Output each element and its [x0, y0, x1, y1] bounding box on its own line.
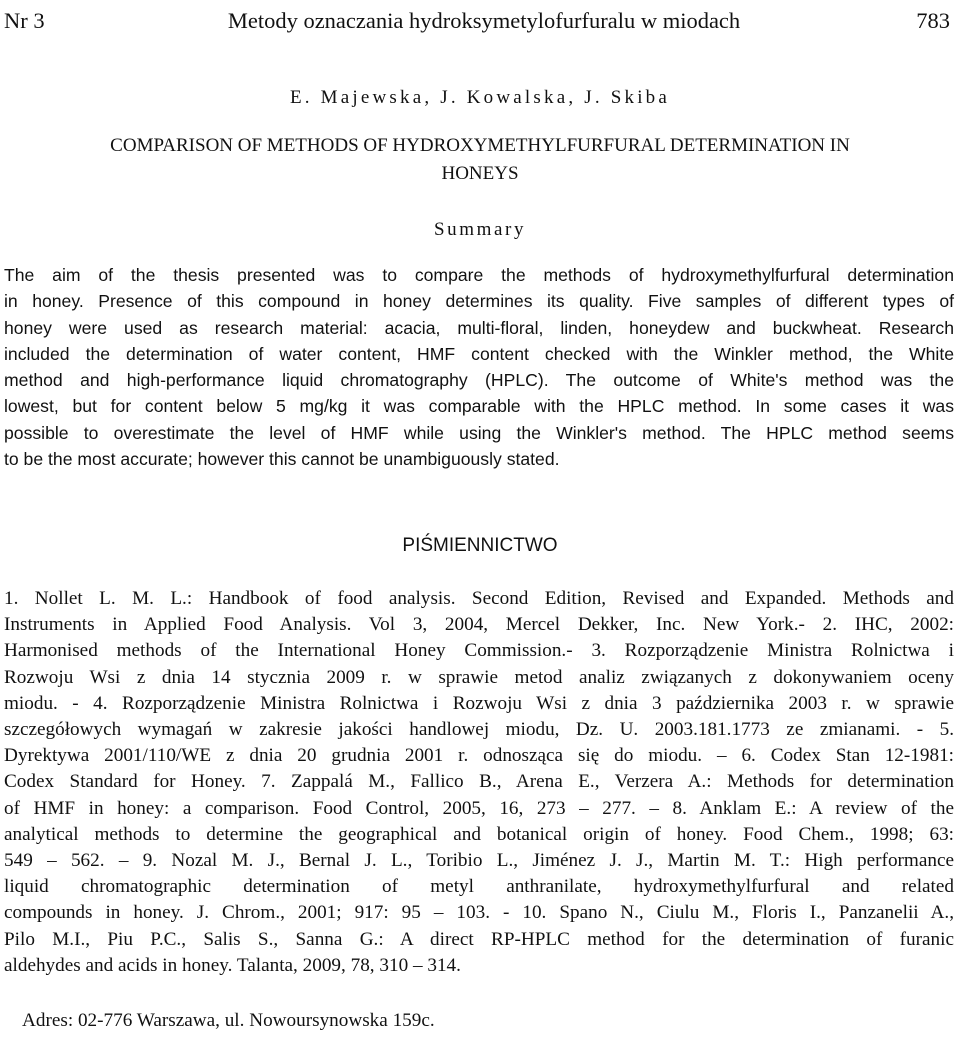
issue-number: Nr 3 — [4, 8, 45, 33]
abstract-line: The aim of the thesis presented was to compare the methods of hydroxymethylfurfural determination — [4, 265, 954, 285]
abstract-line: to be the most accurate; however this cannot be unambiguously stated. — [4, 449, 560, 470]
reference-line: miodu. - 4. Rozporządzenie Ministra Rolnictwa i Rozwoju Wsi z dnia 3 października 2003 r. w sprawie — [4, 692, 954, 714]
article-title — [0, 132, 960, 188]
reference-line: of HMF in honey: a comparison. Food Control, 2005, 16, 273 – 277. – 8. Anklam E.: A review of the — [4, 797, 954, 819]
reference-line: Rozwoju Wsi z dnia 14 stycznia 2009 r. w sprawie metod analiz związanych z dokonywaniem oceny — [4, 666, 954, 688]
abstract-text — [4, 262, 954, 472]
abstract-line: included the determination of water content, HMF content checked with the Winkler method, the White — [4, 343, 954, 364]
summary-heading: Summary — [433, 219, 527, 240]
reference-line: szczegółowych wymagań w zakresie jakości handlowej miodu, Dz. U. 2003.181.1773 ze zmianami. - 5. — [4, 719, 954, 741]
title-line: COMPARISON OF METHODS OF HYDROXYMETHYLFURFURAL DETERMINATION IN — [110, 135, 850, 156]
reference-line: liquid chromatographic determination of metyl anthranilate, hydroxymethylfurfural and related — [4, 876, 954, 898]
reference-line: compounds in honey. J. Chrom., 2001; 917: 95 – 103. - 10. Spano N., Ciulu M., Floris I., Panzanelii A., — [4, 902, 954, 924]
abstract-line: in honey. Presence of this compound in honey determines its quality. Five samples of different types of — [4, 291, 954, 312]
references-heading: PIŚMIENNICTWO — [402, 535, 558, 556]
running-header — [4, 6, 954, 36]
reference-line: Harmonised methods of the International Honey Commission.- 3. Rozporządzenie Ministra Rolnictwa i — [4, 640, 954, 662]
page-number: 783 — [916, 8, 950, 33]
reference-line: Dyrektywa 2001/110/WE z dnia 20 grudnia 2001 r. odnosząca się do miodu. – 6. Codex Stan 12-1981: — [4, 745, 954, 767]
reference-line: Instruments in Applied Food Analysis. Vol 3, 2004, Mercel Dekker, Inc. New York.- 2. IHC, 2002: — [4, 614, 954, 636]
reference-line: Pilo M.I., Piu P.C., Salis S., Sanna G.: A direct RP-HPLC method for the determination of furanic — [4, 928, 954, 950]
reference-line: 1. Nollet L. M. L.: Handbook of food analysis. Second Edition, Revised and Expanded. Methods and — [4, 588, 954, 609]
reference-line: Codex Standard for Honey. 7. Zappalá M., Fallico B., Arena E., Verzera A.: Methods for determination — [4, 771, 954, 793]
abstract-line: method and high-performance liquid chromatography (HPLC). The outcome of White's method was the — [4, 370, 954, 391]
authors: E. Majewska, J. Kowalska, J. Skiba — [289, 87, 671, 108]
references-list — [4, 586, 954, 979]
title-line: HONEYS — [441, 163, 519, 184]
author-address: Adres: 02-776 Warszawa, ul. Nowoursynowska 159c. — [22, 1010, 435, 1031]
reference-line: aldehydes and acids in honey. Talanta, 2009, 78, 310 – 314. — [4, 954, 461, 976]
reference-line: analytical methods to determine the geographical and botanical origin of honey. Food Chem., 1998; 63: — [4, 823, 954, 845]
abstract-line: possible to overestimate the level of HMF while using the Winkler's method. The HPLC method seems — [4, 422, 954, 443]
reference-line: 549 – 562. – 9. Nozal M. J., Bernal J. L., Toribio L., Jiménez J. J., Martin M. T.: High performance — [4, 850, 954, 872]
running-title: Metody oznaczania hydroksymetylofurfuralu w miodach — [227, 8, 741, 33]
abstract-line: lowest, but for content below 5 mg/kg it was comparable with the HPLC method. In some cases it was — [4, 396, 954, 417]
abstract-line: honey were used as research material: acacia, multi-floral, linden, honeydew and buckwheat. Research — [4, 317, 954, 338]
